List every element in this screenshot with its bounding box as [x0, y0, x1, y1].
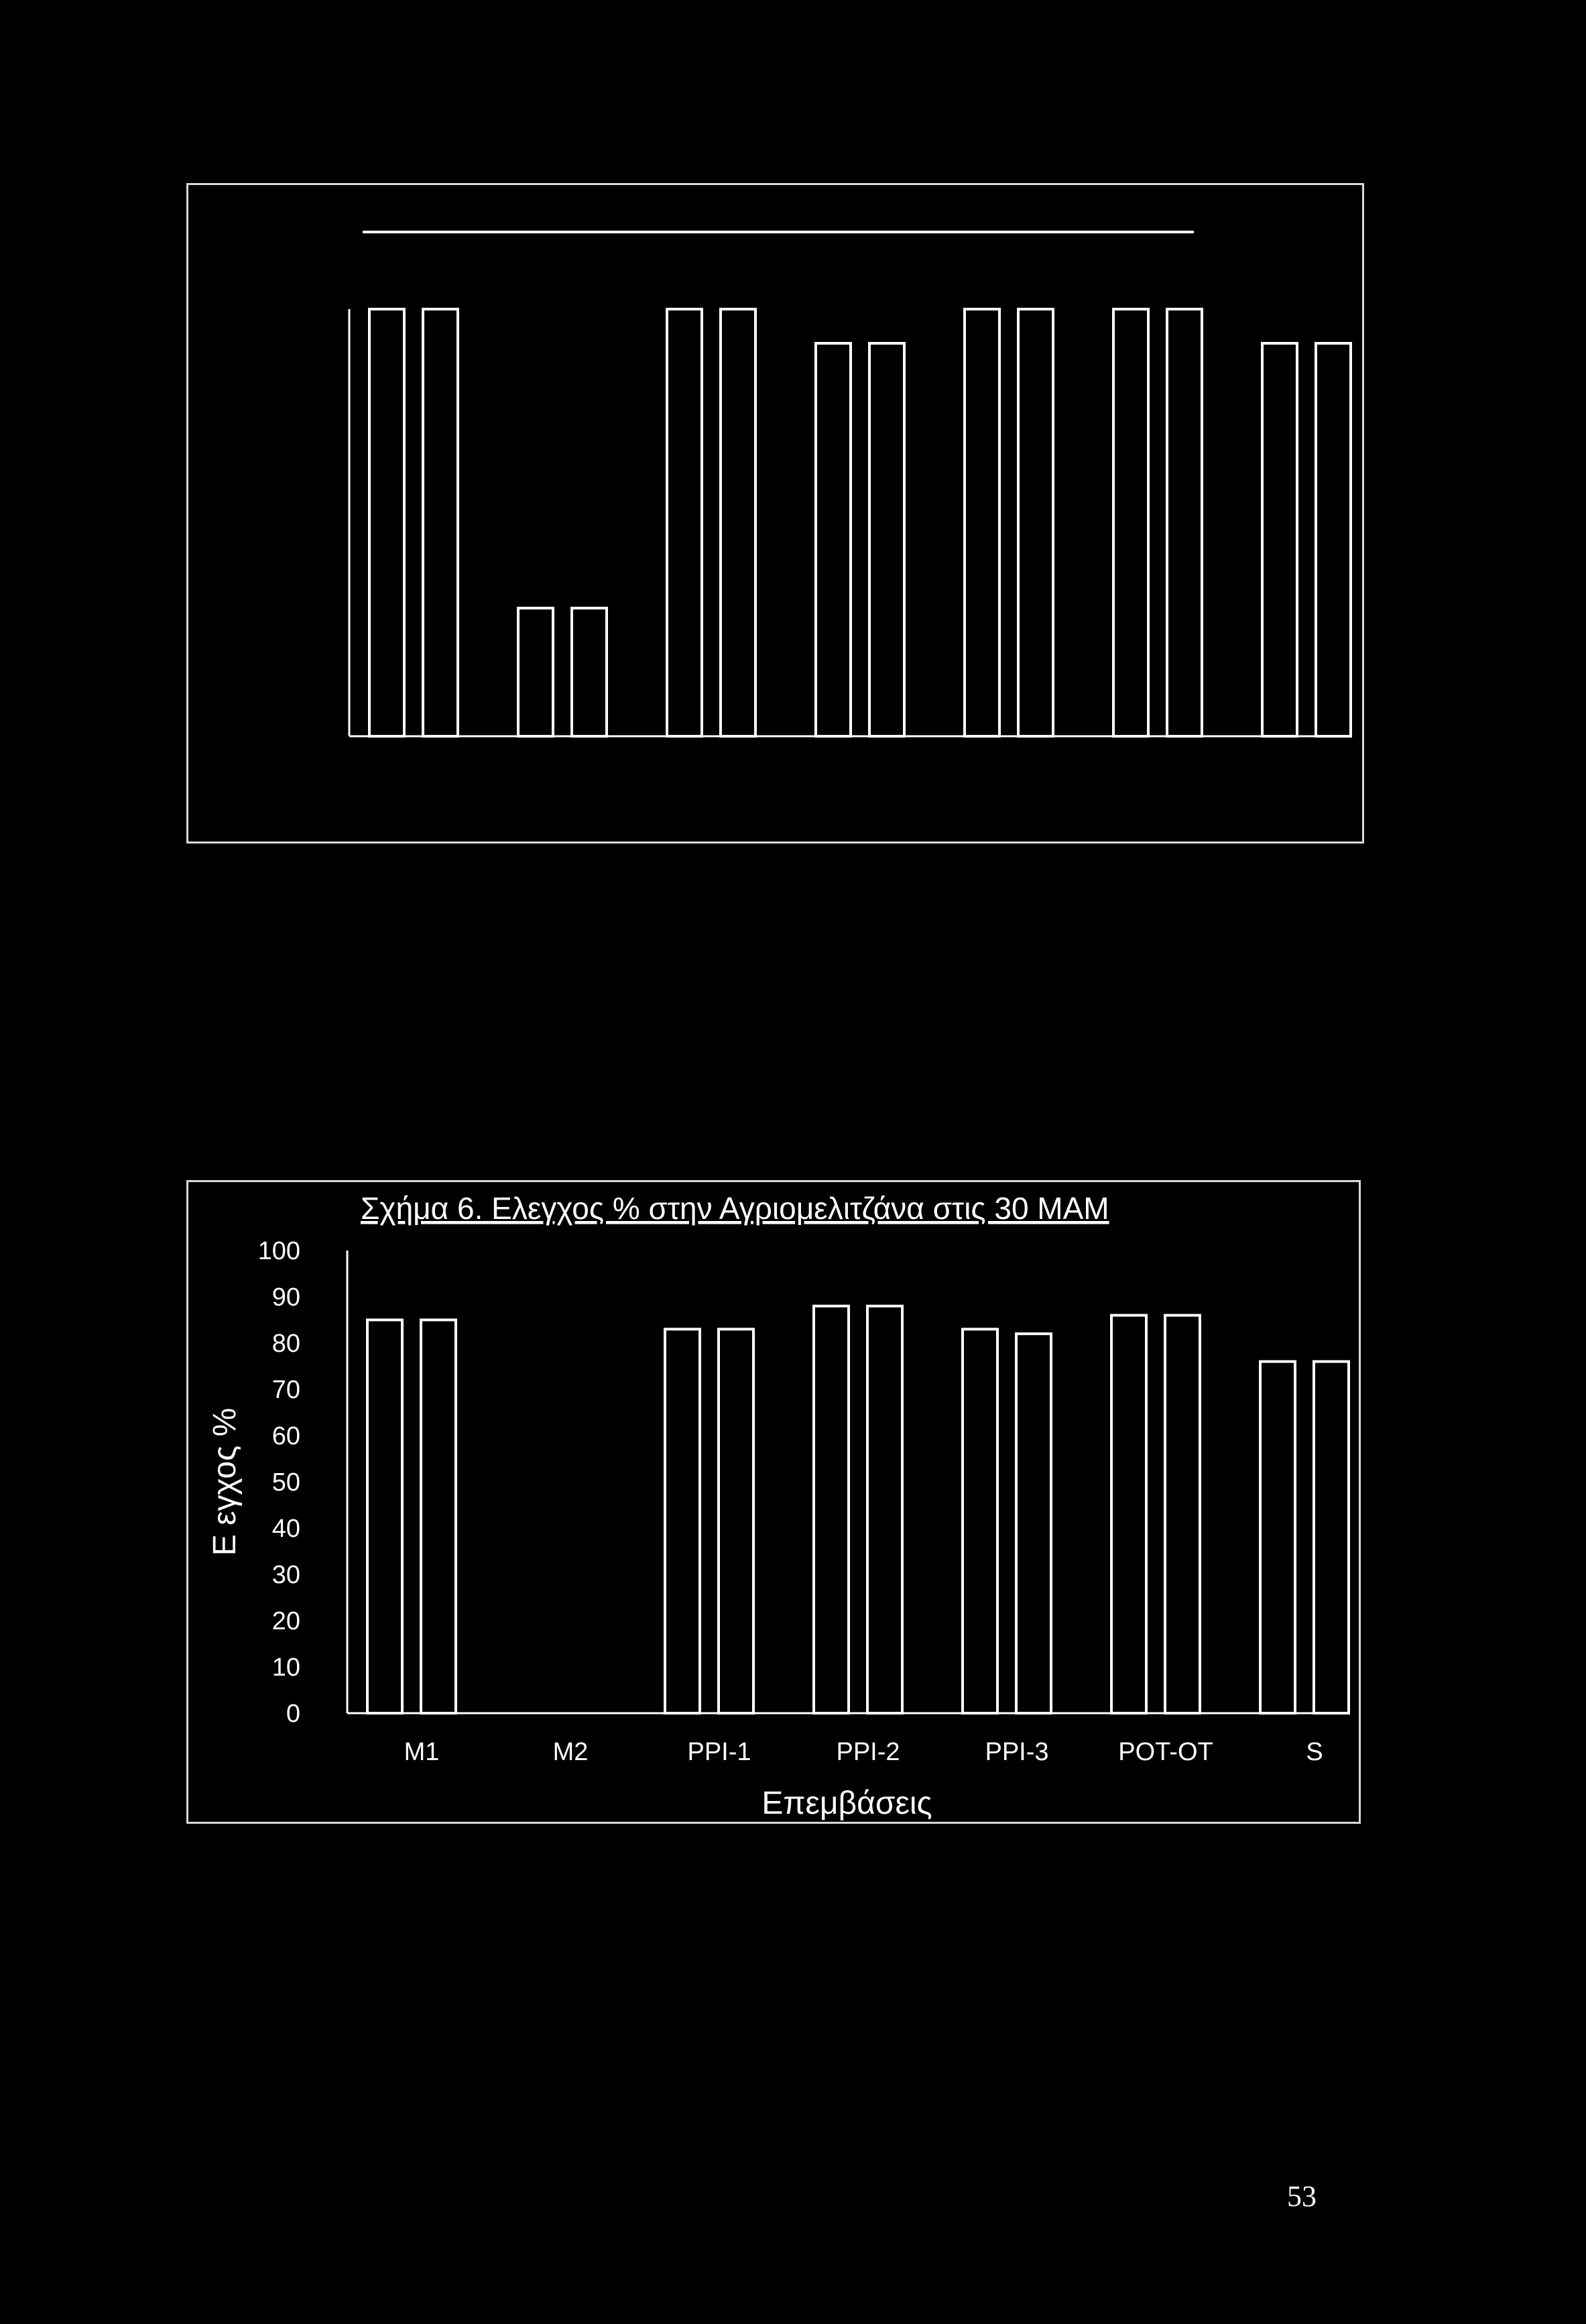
category-label: PPI-3: [985, 1738, 1049, 1766]
chart-panel-top: [186, 183, 1364, 844]
bar: [572, 608, 607, 736]
bar: [963, 1329, 997, 1713]
y-tick-label: 100: [257, 1237, 300, 1265]
bar: [719, 1329, 753, 1713]
x-axis-title: Επεμβάσεις: [761, 1786, 932, 1821]
y-tick-label: 80: [271, 1330, 300, 1358]
bar: [421, 1320, 456, 1714]
y-tick-label: 10: [271, 1653, 300, 1682]
bar: [423, 309, 458, 736]
y-tick-label: 70: [271, 1376, 300, 1404]
bar: [1165, 1316, 1200, 1713]
bar: [1316, 343, 1351, 736]
bar: [1113, 309, 1148, 736]
page-number: 53: [1287, 2180, 1317, 2213]
chart-top-svg: [188, 185, 1366, 846]
bar: [1260, 1362, 1295, 1713]
bar: [721, 309, 755, 736]
y-tick-label: 40: [271, 1515, 300, 1543]
y-tick-label: 50: [271, 1468, 300, 1497]
bar: [1262, 343, 1297, 736]
category-label: M1: [404, 1738, 440, 1766]
y-tick-label: 60: [271, 1422, 300, 1450]
y-tick-label: 20: [271, 1607, 300, 1635]
bar: [1314, 1362, 1349, 1713]
chart-bottom-svg: [188, 1182, 1363, 1826]
bar: [965, 309, 999, 736]
bar: [1167, 309, 1202, 736]
category-label: M2: [552, 1738, 589, 1766]
bar: [667, 309, 702, 736]
bar: [869, 343, 904, 736]
bar: [369, 309, 404, 736]
bar: [665, 1329, 700, 1713]
y-axis-title: Ε εγχος %: [207, 1407, 243, 1556]
bar: [1018, 309, 1053, 736]
bar: [367, 1320, 402, 1714]
bar: [867, 1306, 902, 1713]
category-label: PPI-1: [687, 1738, 751, 1766]
bar: [518, 608, 553, 736]
bar: [1016, 1334, 1051, 1713]
category-label: S: [1306, 1738, 1323, 1766]
bar: [814, 1306, 849, 1713]
bar: [1111, 1316, 1146, 1713]
category-label: PPI-2: [836, 1738, 900, 1766]
y-tick-label: 90: [271, 1283, 300, 1312]
chart-title: Σχήμα 6. Ελεγχος % στην Αγριομελιτζάνα στις 30 ΜΑΜ: [361, 1191, 1109, 1226]
y-tick-label: 0: [286, 1700, 300, 1728]
bar: [816, 343, 851, 736]
category-label: POT-OT: [1118, 1738, 1213, 1766]
chart-panel-bottom: [186, 1180, 1361, 1824]
y-tick-label: 30: [271, 1561, 300, 1589]
